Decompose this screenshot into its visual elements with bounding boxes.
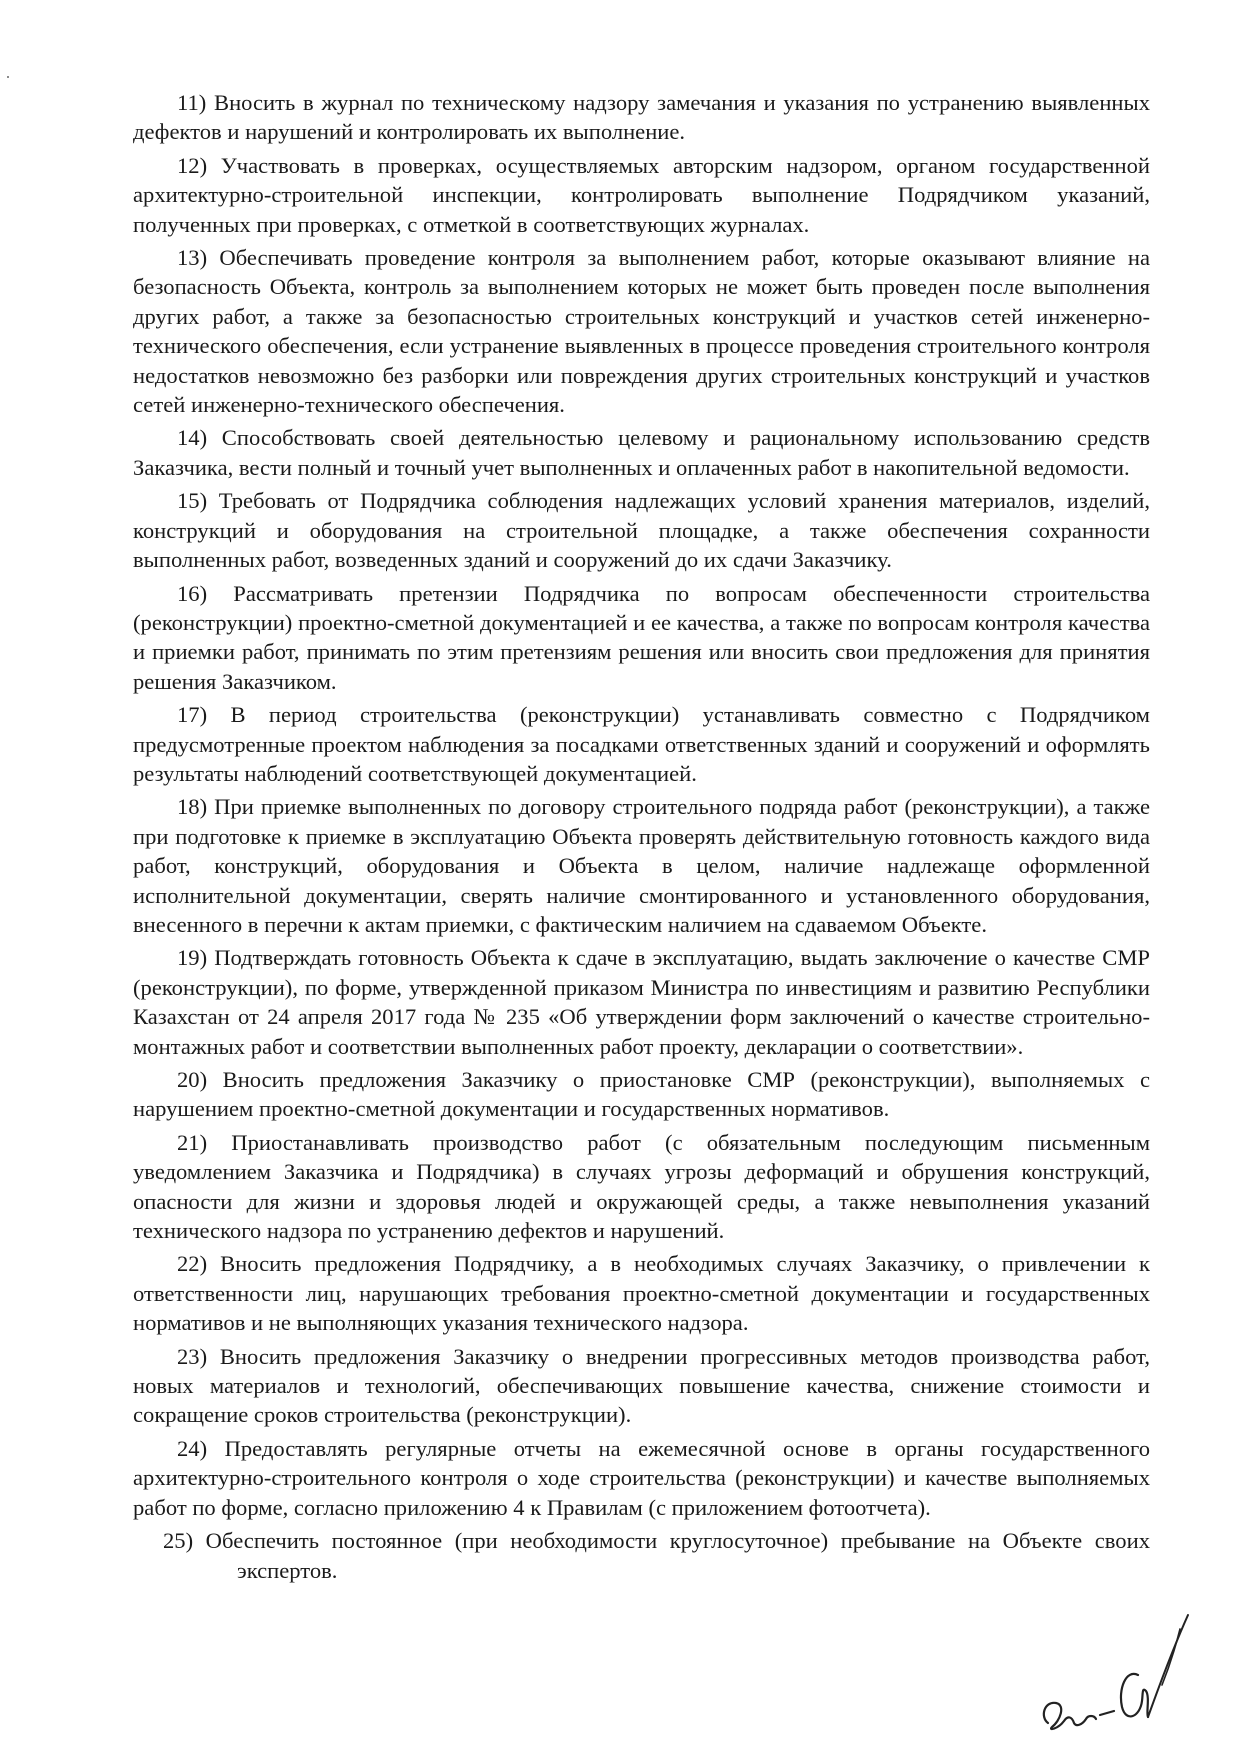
paragraph-21: 21) Приостанавливать производство работ (с обязательным последующим письменным уведомлением Заказчика и Подрядчика) в случаях угрозы деформаций и обрушения конструкций, опасности для жизни и здоровья людей и окружающей среды, а также невыполнения указаний технического надзора по устранению дефектов и нарушений. [133,1129,1150,1244]
paragraph-25: 25) Обеспечить постоянное (при необходимости круглосуточное) пребывание на Объекте своих экспертов. [163,1528,1150,1583]
paragraph-20: 20) Вносить предложения Заказчику о приостановке СМР (реконструкции), выполняемых с нарушением проектно-сметной документации и государственных нормативов. [133,1067,1150,1122]
paragraph-18: 18) При приемке выполненных по договору строительного подряда работ (реконструкции), а также при подготовке к приемке в эксплуатацию Объекта проверять действительную готовность каждого вида работ, конструкций, оборудования и Объекта в целом, наличие надлежаще оформленной исполнительной документации, сверять наличие смонтированного и установленного оборудования, внесенного в перечни к актам приемки, с фактическим наличием на сдаваемом Объекте. [133,794,1150,937]
paragraph-11: 11) Вносить в журнал по техническому надзору замечания и указания по устранению выявленных дефектов и нарушений и контролировать их выполнение. [133,90,1150,145]
paragraph-17: 17) В период строительства (реконструкции) устанавливать совместно с Подрядчиком предусмотренные проектом наблюдения за посадками ответственных зданий и сооружений и оформлять результаты наблюдений соответствующей документацией. [133,702,1150,786]
paragraph-16: 16) Рассматривать претензии Подрядчика по вопросам обеспеченности строительства (реконструкции) проектно-сметной документацией и ее качества, а также по вопросам контроля качества и приемки работ, принимать по этим претензиям решения или вносить свои предложения для принятия решения Заказчиком. [133,580,1150,694]
paragraph-12: 12) Участвовать в проверках, осуществляемых авторским надзором, органом государственной архитектурно-строительной инспекции, контролировать выполнение Подрядчиком указаний, полученных при проверках, с отметкой в соответствующих журналах. [133,152,1150,237]
paragraph-22: 22) Вносить предложения Подрядчику, а в необходимых случаях Заказчику, о привлечении к ответственности лиц, нарушающих требования проектно-сметной документации и государственных нормативов и не выполняющих указания технического надзора. [133,1251,1150,1336]
document-body [133,88,1150,1589]
paragraph-14: 14) Способствовать своей деятельностью целевому и рациональному использованию средств Заказчика, вести полный и точный учет выполненных и оплаченных работ в накопительной ведомости. [133,425,1150,480]
paragraph-23: 23) Вносить предложения Заказчику о внедрении прогрессивных методов производства работ, новых материалов и технологий, обеспечивающих повышение качества, снижение стоимости и сокращение сроков строительства (реконструкции). [133,1343,1150,1428]
handwritten-signature [1030,1605,1200,1735]
paragraph-19: 19) Подтверждать готовность Объекта к сдаче в эксплуатацию, выдать заключение о качестве СМР (реконструкции), по форме, утвержденной приказом Министра по инвестициям и развитию Республики Казахстан от 24 апреля 2017 года № 235 «Об утверждении форм заключений о качестве строительно-монтажных работ и соответствии выполненных работ проекту, декларации о соответствии». [133,945,1150,1059]
paragraph-15: 15) Требовать от Подрядчика соблюдения надлежащих условий хранения материалов, изделий, конструкций и оборудования на строительной площадке, а также обеспечения сохранности выполненных работ, возведенных зданий и сооружений до их сдачи Заказчику. [133,488,1150,573]
scan-speck [7,76,9,78]
paragraph-13: 13) Обеспечивать проведение контроля за выполнением работ, которые оказывают влияние на безопасность Объекта, контроль за выполнением которых не может быть проведен после выполнения других работ, а также за безопасностью строительных конструкций и участков сетей инженерно-технического обеспечения, если устранение выявленных в процессе проведения строительного контроля недостатков невозможно без разборки или повреждения других строительных конструкций и участков сетей инженерно-технического обеспечения. [133,245,1150,418]
paragraph-24: 24) Предоставлять регулярные отчеты на ежемесячной основе в органы государственного архитектурно-строительного контроля о ходе строительства (реконструкции) и качестве выполняемых работ по форме, согласно приложению 4 к Правилам (с приложением фотоотчета). [133,1435,1150,1520]
